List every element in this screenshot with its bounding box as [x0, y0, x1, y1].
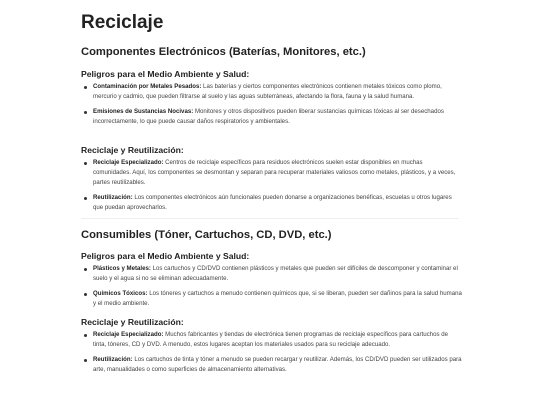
item-term: Reciclaje Especializado: [93, 331, 164, 338]
item-term: Reciclaje Especializado: [93, 159, 164, 166]
item-text: Los cartuchos y CD/DVD contienen plásticos y metales que pueden ser difíciles de descomponer y contaminar el suelo y el agua si no se eliminan adecuadamente. [93, 265, 458, 282]
item-text: Muchos fabricantes y tiendas de electrónica tienen programas de reciclaje específicos para cartuchos de tinta, tóneres, CD y DVD. A menudo, estos lugares aceptan los materiales usados para su reciclaje adecuado. [93, 331, 448, 348]
subheading-env-hazards: Peligros para el Medio Ambiente y Salud: [81, 69, 250, 79]
page-title: Reciclaje [81, 12, 164, 33]
item-text: Los cartuchos de tinta y tóner a menudo se pueden recargar y reutilizar. Además, los CD/DVD pueden ser utilizados para arte, manualidades o como superficies de almacenamiento alternativas. [93, 356, 462, 373]
list-item [81, 355, 462, 375]
item-text: Los componentes electrónicos aún funcionales pueden donarse a organizaciones benéficas, escuelas u otros lugares que puedan aprovecharlos. [93, 194, 452, 211]
subheading-env-hazards: Peligros para el Medio Ambiente y Salud: [81, 251, 250, 261]
section-divider [81, 218, 459, 219]
subheading-recycling: Reciclaje y Reutilización: [81, 145, 184, 155]
item-text: Las baterías y ciertos componentes electrónicos contienen metales tóxicos como plomo, mercurio y cadmio, que pueden filtrarse al suelo y las aguas subterráneas, afectando la flora, fauna y la salud humana. [93, 83, 442, 100]
recycling-list [81, 158, 462, 213]
item-text: Monitores y otros dispositivos pueden liberar sustancias químicas tóxicas al ser desechados incorrectamente, lo que puede causar daños respiratorios y ambientales. [93, 108, 444, 125]
item-term: Plásticos y Metales: [93, 265, 151, 272]
item-term: Reutilización: [93, 194, 133, 201]
subheading-recycling: Reciclaje y Reutilización: [81, 317, 184, 327]
section-heading-consumables: Consumibles (Tóner, Cartuchos, CD, DVD, etc.) [81, 229, 332, 241]
item-text: Los tóneres y cartuchos a menudo contienen químicos que, si se liberan, pueden ser dañinos para la salud humana y el medio ambiente. [93, 290, 462, 307]
list-item [81, 107, 462, 127]
list-item [81, 193, 462, 213]
item-term: Químicos Tóxicos: [93, 290, 148, 297]
list-item [81, 289, 462, 309]
item-term: Emisiones de Sustancias Nocivas: [93, 108, 194, 115]
section-heading-electronics: Componentes Electrónicos (Baterías, Monitores, etc.) [81, 46, 366, 58]
list-item [81, 330, 462, 350]
item-term: Reutilización: [93, 356, 133, 363]
list-item [81, 264, 462, 284]
list-item [81, 82, 462, 102]
recycling-list [81, 330, 462, 375]
env-hazards-list [81, 82, 462, 127]
item-text: Centros de reciclaje específicos para residuos electrónicos suelen estar disponibles en muchas comunidades. Aquí, los componentes se desmontan y separan para recuperar materiales valiosos como metales, plásticos, y a veces, partes reutilizables. [93, 159, 456, 186]
item-term: Contaminación por Metales Pesados: [93, 83, 202, 90]
list-item [81, 158, 462, 188]
env-hazards-list [81, 264, 462, 309]
